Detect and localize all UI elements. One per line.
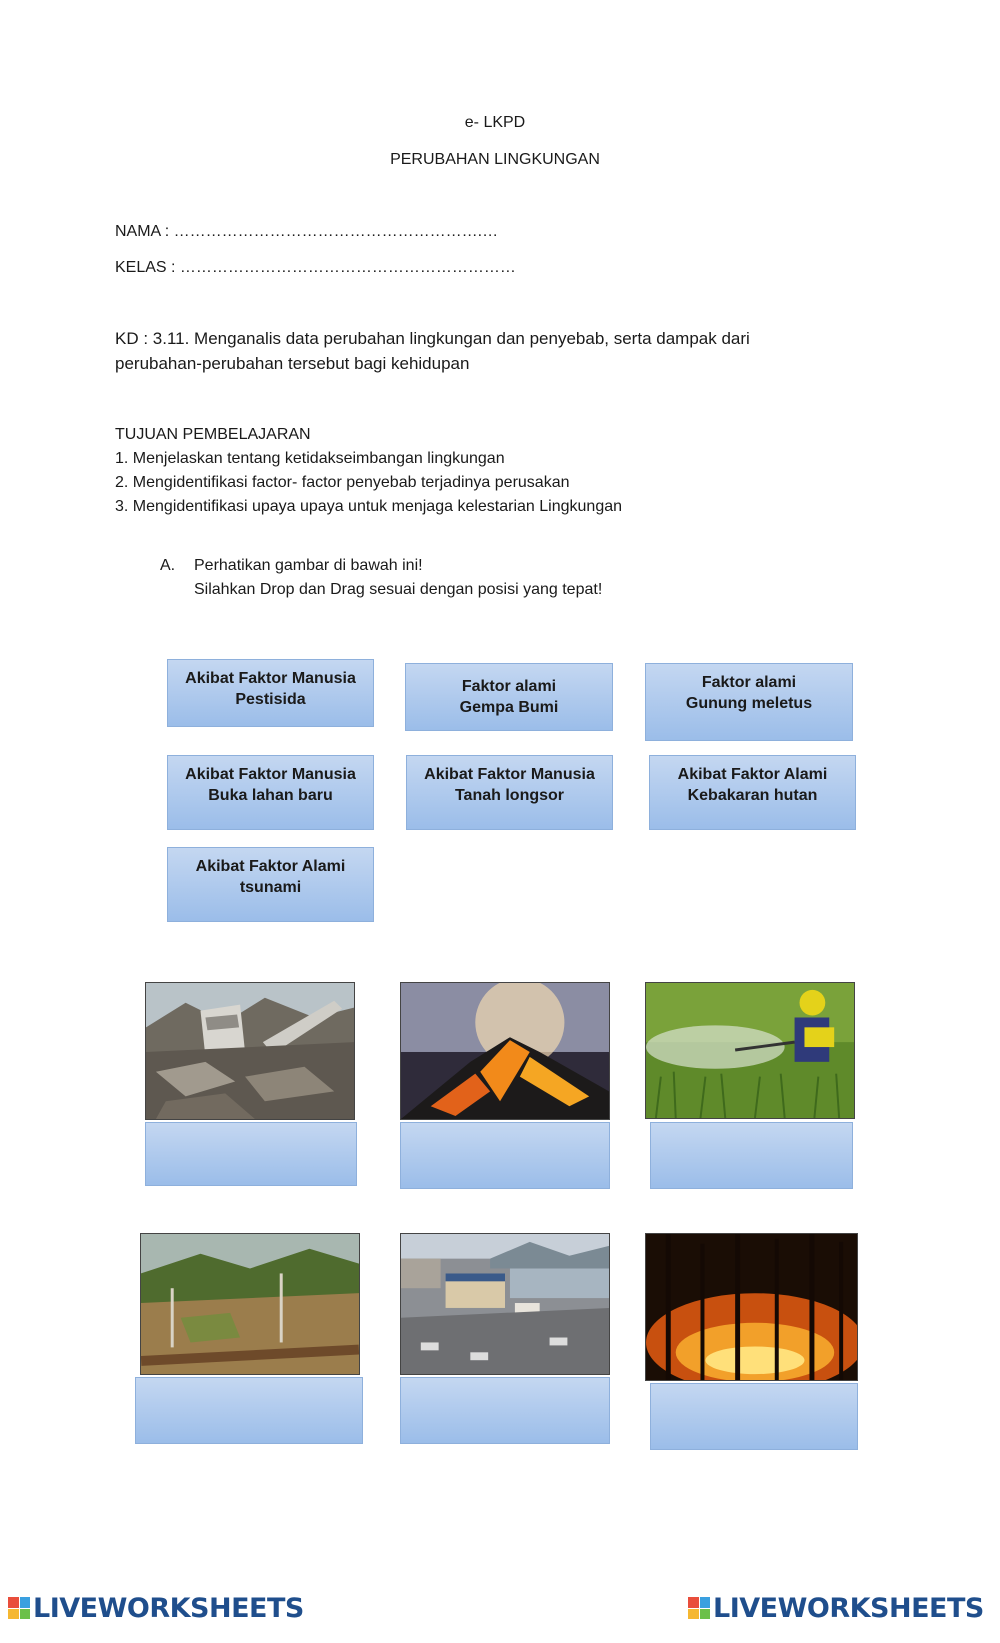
tsunami-flooded-town-photo bbox=[400, 1233, 610, 1375]
tujuan-heading: TUJUAN PEMBELAJARAN bbox=[115, 426, 311, 443]
answer-card-kebakaran-hutan[interactable] bbox=[649, 755, 856, 830]
instruction-line-1: Perhatikan gambar di bawah ini! bbox=[194, 557, 423, 574]
card-label-line-1: Faktor alami bbox=[701, 674, 797, 691]
card-label-line-2: Gunung meletus bbox=[685, 695, 813, 712]
drop-zone-6[interactable] bbox=[650, 1383, 858, 1450]
liveworksheets-mark-icon bbox=[8, 1597, 30, 1619]
logo-text: LIVEWORKSHEETS bbox=[713, 1592, 984, 1624]
tujuan-item-3: 3. Mengidentifikasi upaya upaya untuk menjaga kelestarian Lingkungan bbox=[115, 498, 623, 515]
logo-text: LIVEWORKSHEETS bbox=[33, 1592, 304, 1624]
drop-zone-2[interactable] bbox=[400, 1122, 610, 1189]
liveworksheets-logo-left bbox=[8, 1590, 304, 1626]
tujuan-item-2: 2. Mengidentifikasi factor- factor penyebab terjadinya perusakan bbox=[115, 474, 570, 491]
card-label-line-2: tsunami bbox=[239, 879, 302, 896]
tujuan-item-1: 1. Menjelaskan tentang ketidakseimbangan lingkungan bbox=[115, 450, 505, 467]
worksheet-subtitle: PERUBAHAN LINGKUNGAN bbox=[390, 151, 600, 168]
worksheet-title: e- LKPD bbox=[464, 114, 526, 131]
answer-card-buka-lahan-baru[interactable] bbox=[167, 755, 374, 830]
card-label-line-1: Akibat Faktor Manusia bbox=[424, 766, 595, 783]
answer-card-tanah-longsor[interactable] bbox=[406, 755, 613, 830]
drop-zone-4[interactable] bbox=[135, 1377, 363, 1444]
card-label-line-2: Pestisida bbox=[235, 691, 306, 708]
pesticide-spraying-photo bbox=[645, 982, 855, 1119]
answer-card-tsunami[interactable] bbox=[167, 847, 374, 922]
drop-zone-3[interactable] bbox=[650, 1122, 853, 1189]
earthquake-rubble-photo bbox=[145, 982, 355, 1120]
kd-line-1: KD : 3.11. Menganalis data perubahan lingkungan dan penyebab, serta dampak dari bbox=[115, 329, 750, 348]
card-label-line-1: Akibat Faktor Manusia bbox=[185, 766, 356, 783]
instruction-line-2: Silahkan Drop dan Drag sesuai dengan posisi yang tepat! bbox=[194, 581, 603, 598]
liveworksheets-logo-right bbox=[688, 1590, 984, 1626]
card-label-line-1: Akibat Faktor Alami bbox=[195, 858, 346, 875]
kd-statement bbox=[115, 326, 915, 376]
answer-card-gunung-meletus[interactable] bbox=[645, 663, 853, 741]
card-label-line-1: Akibat Faktor Manusia bbox=[185, 670, 356, 687]
drop-zone-5[interactable] bbox=[400, 1377, 610, 1444]
card-label-line-2: Tanah longsor bbox=[454, 787, 565, 804]
answer-card-pestisida[interactable] bbox=[167, 659, 374, 727]
name-field: NAMA : ………………………………………………….… bbox=[115, 223, 499, 240]
class-field: KELAS : ……………………………………………………… bbox=[115, 259, 516, 276]
card-label-line-2: Gempa Bumi bbox=[459, 699, 559, 716]
card-label-line-2: Buka lahan baru bbox=[208, 787, 333, 804]
drop-zone-1[interactable] bbox=[145, 1122, 357, 1186]
card-label-line-2: Kebakaran hutan bbox=[687, 787, 818, 804]
card-label-line-1: Akibat Faktor Alami bbox=[677, 766, 828, 783]
volcano-eruption-photo bbox=[400, 982, 610, 1120]
answer-card-gempa-bumi[interactable] bbox=[405, 663, 613, 731]
deforested-land-photo bbox=[140, 1233, 360, 1375]
kd-line-2: perubahan-perubahan tersebut bagi kehidupan bbox=[115, 354, 470, 373]
card-label-line-1: Faktor alami bbox=[461, 678, 557, 695]
forest-fire-photo bbox=[645, 1233, 858, 1381]
instruction-marker: A. bbox=[160, 557, 176, 574]
liveworksheets-mark-icon bbox=[688, 1597, 710, 1619]
